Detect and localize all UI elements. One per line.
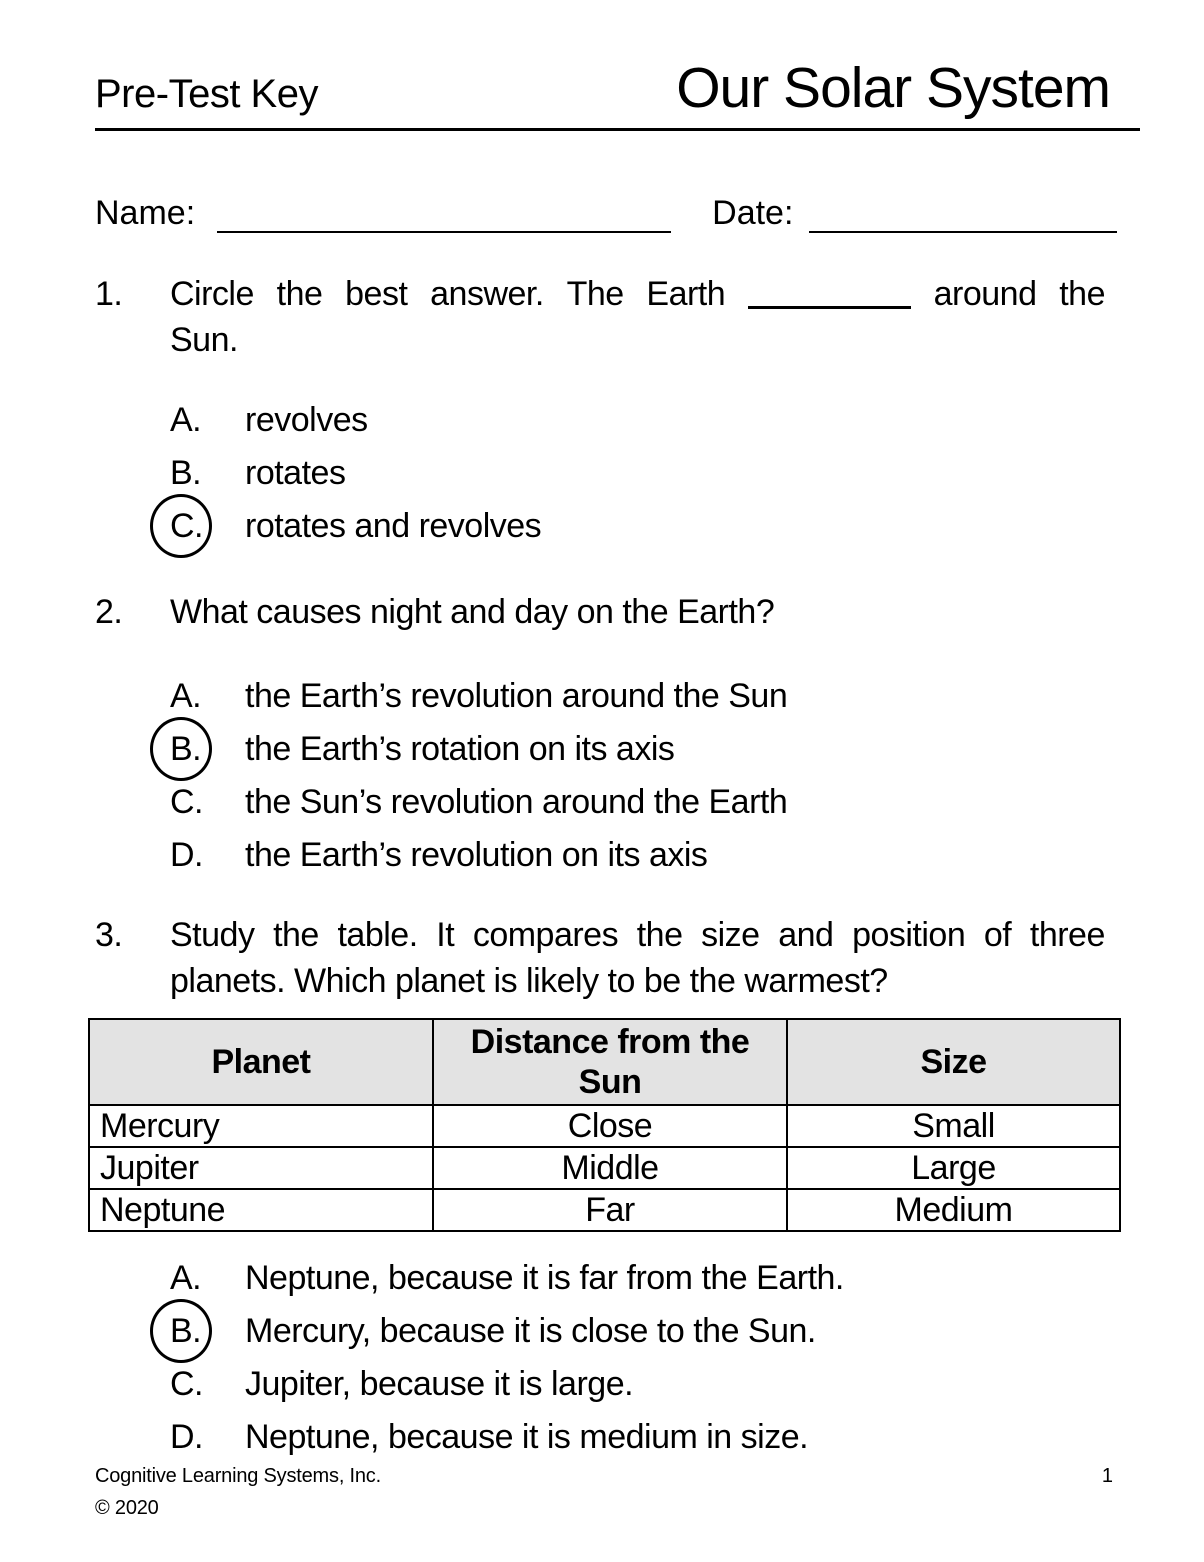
answer-option-c-circled xyxy=(170,506,1105,545)
table-header-row xyxy=(89,1019,1120,1105)
question-word: It xyxy=(436,915,455,954)
option-text: Neptune, because it is medium in size. xyxy=(245,1417,809,1456)
question-3-number: 3. xyxy=(95,915,123,954)
option-text: the Earth’s revolution on its axis xyxy=(245,835,708,874)
page-header xyxy=(95,0,1140,131)
column-header-size: Size xyxy=(787,1019,1120,1105)
question-3-body xyxy=(100,912,1105,1456)
question-2-body xyxy=(170,589,1105,872)
footer-organization: Cognitive Learning Systems, Inc. xyxy=(95,1465,381,1487)
question-word: best xyxy=(345,274,408,313)
page-title-left: Pre-Test Key xyxy=(95,72,318,116)
question-word: the xyxy=(636,915,683,954)
answer-option-a xyxy=(170,400,1105,439)
date-blank-line xyxy=(809,193,1117,233)
option-letter: C. xyxy=(170,1364,203,1403)
cell-distance: Middle xyxy=(433,1147,787,1189)
name-label: Name: xyxy=(95,193,196,232)
cell-distance: Close xyxy=(433,1105,787,1147)
option-letter-answer-circle: C. xyxy=(170,509,245,543)
question-1-number: 1. xyxy=(95,274,123,313)
question-1-text-line2: Sun. xyxy=(170,320,238,359)
option-text: Neptune, because it is far from the Earth. xyxy=(245,1258,844,1297)
question-3 xyxy=(95,912,1140,1454)
answer-option-b-circled xyxy=(170,729,1105,768)
question-word: compares xyxy=(472,915,619,954)
column-header-distance: Distance from the Sun xyxy=(433,1019,787,1105)
answer-option-c xyxy=(170,1364,1105,1403)
answer-option-b xyxy=(170,453,1105,492)
option-letter: A. xyxy=(170,400,202,439)
answer-option-d xyxy=(170,1417,1105,1456)
question-3-text-line2: planets. Which planet is likely to be the warmest? xyxy=(170,961,888,1000)
page-content xyxy=(95,0,1140,1454)
answer-option-d xyxy=(170,835,1105,874)
question-word: three xyxy=(1029,915,1105,954)
question-1 xyxy=(95,271,1140,543)
page-title-right: Our Solar System xyxy=(676,56,1110,120)
answer-option-c xyxy=(170,782,1105,821)
question-word: Earth xyxy=(646,274,726,313)
cell-planet: Neptune xyxy=(89,1189,433,1231)
option-text: the Sun’s revolution around the Earth xyxy=(245,782,788,821)
option-letter: D. xyxy=(170,835,203,874)
table-row xyxy=(89,1189,1120,1231)
option-text: the Earth’s rotation on its axis xyxy=(245,729,675,768)
option-text: rotates xyxy=(245,453,346,492)
question-word: Circle xyxy=(170,274,254,313)
option-letter: C. xyxy=(170,782,203,821)
footer-copyright: © 2020 xyxy=(95,1497,159,1519)
table-row xyxy=(89,1147,1120,1189)
cell-distance: Far xyxy=(433,1189,787,1231)
planet-comparison-table xyxy=(88,1018,1121,1232)
option-text: revolves xyxy=(245,400,368,439)
option-letter: D. xyxy=(170,1417,203,1456)
option-letter-answer-circle: B. xyxy=(170,1314,245,1348)
question-2 xyxy=(95,589,1140,872)
option-letter: A. xyxy=(170,676,202,715)
name-date-row xyxy=(95,193,1117,233)
cell-size: Large xyxy=(787,1147,1120,1189)
question-word: around xyxy=(933,274,1037,313)
question-word: size xyxy=(701,915,760,954)
question-word: answer. xyxy=(430,274,544,313)
question-1-body xyxy=(170,271,1105,543)
cell-planet: Mercury xyxy=(89,1105,433,1147)
question-word: the xyxy=(273,915,319,954)
name-blank-line xyxy=(217,193,671,233)
answer-option-a xyxy=(170,676,1105,715)
answer-option-b-circled xyxy=(170,1311,1105,1350)
option-text: Mercury, because it is close to the Sun. xyxy=(245,1311,816,1350)
cell-size: Medium xyxy=(787,1189,1120,1231)
table-row xyxy=(89,1105,1120,1147)
option-letter: B. xyxy=(170,453,202,492)
question-3-text-line1 xyxy=(170,912,1105,958)
question-word: the xyxy=(1059,274,1105,313)
question-word: Study xyxy=(170,915,255,954)
fill-in-blank-line xyxy=(748,271,911,309)
cell-planet: Jupiter xyxy=(89,1147,433,1189)
question-1-text-line1 xyxy=(170,271,1105,317)
question-word: and xyxy=(778,915,834,954)
option-text: the Earth’s revolution around the Sun xyxy=(245,676,788,715)
column-header-planet: Planet xyxy=(89,1019,433,1105)
question-2-number: 2. xyxy=(95,592,123,631)
cell-size: Small xyxy=(787,1105,1120,1147)
option-text: rotates and revolves xyxy=(245,506,542,545)
question-2-text: What causes night and day on the Earth? xyxy=(170,592,775,631)
option-letter-answer-circle: B. xyxy=(170,732,245,766)
question-word: the xyxy=(276,274,323,313)
question-3-options xyxy=(170,1258,1105,1456)
option-letter: A. xyxy=(170,1258,202,1297)
question-1-options xyxy=(170,400,1105,545)
date-label: Date: xyxy=(712,193,794,232)
question-word: The xyxy=(566,274,624,313)
footer xyxy=(95,1460,381,1524)
answer-option-a xyxy=(170,1258,1105,1297)
option-text: Jupiter, because it is large. xyxy=(245,1364,634,1403)
question-word: position xyxy=(852,915,966,954)
page-number: 1 xyxy=(1101,1465,1113,1487)
question-word: of xyxy=(983,915,1012,954)
question-2-options xyxy=(170,676,1105,874)
question-word: table. xyxy=(337,915,418,954)
